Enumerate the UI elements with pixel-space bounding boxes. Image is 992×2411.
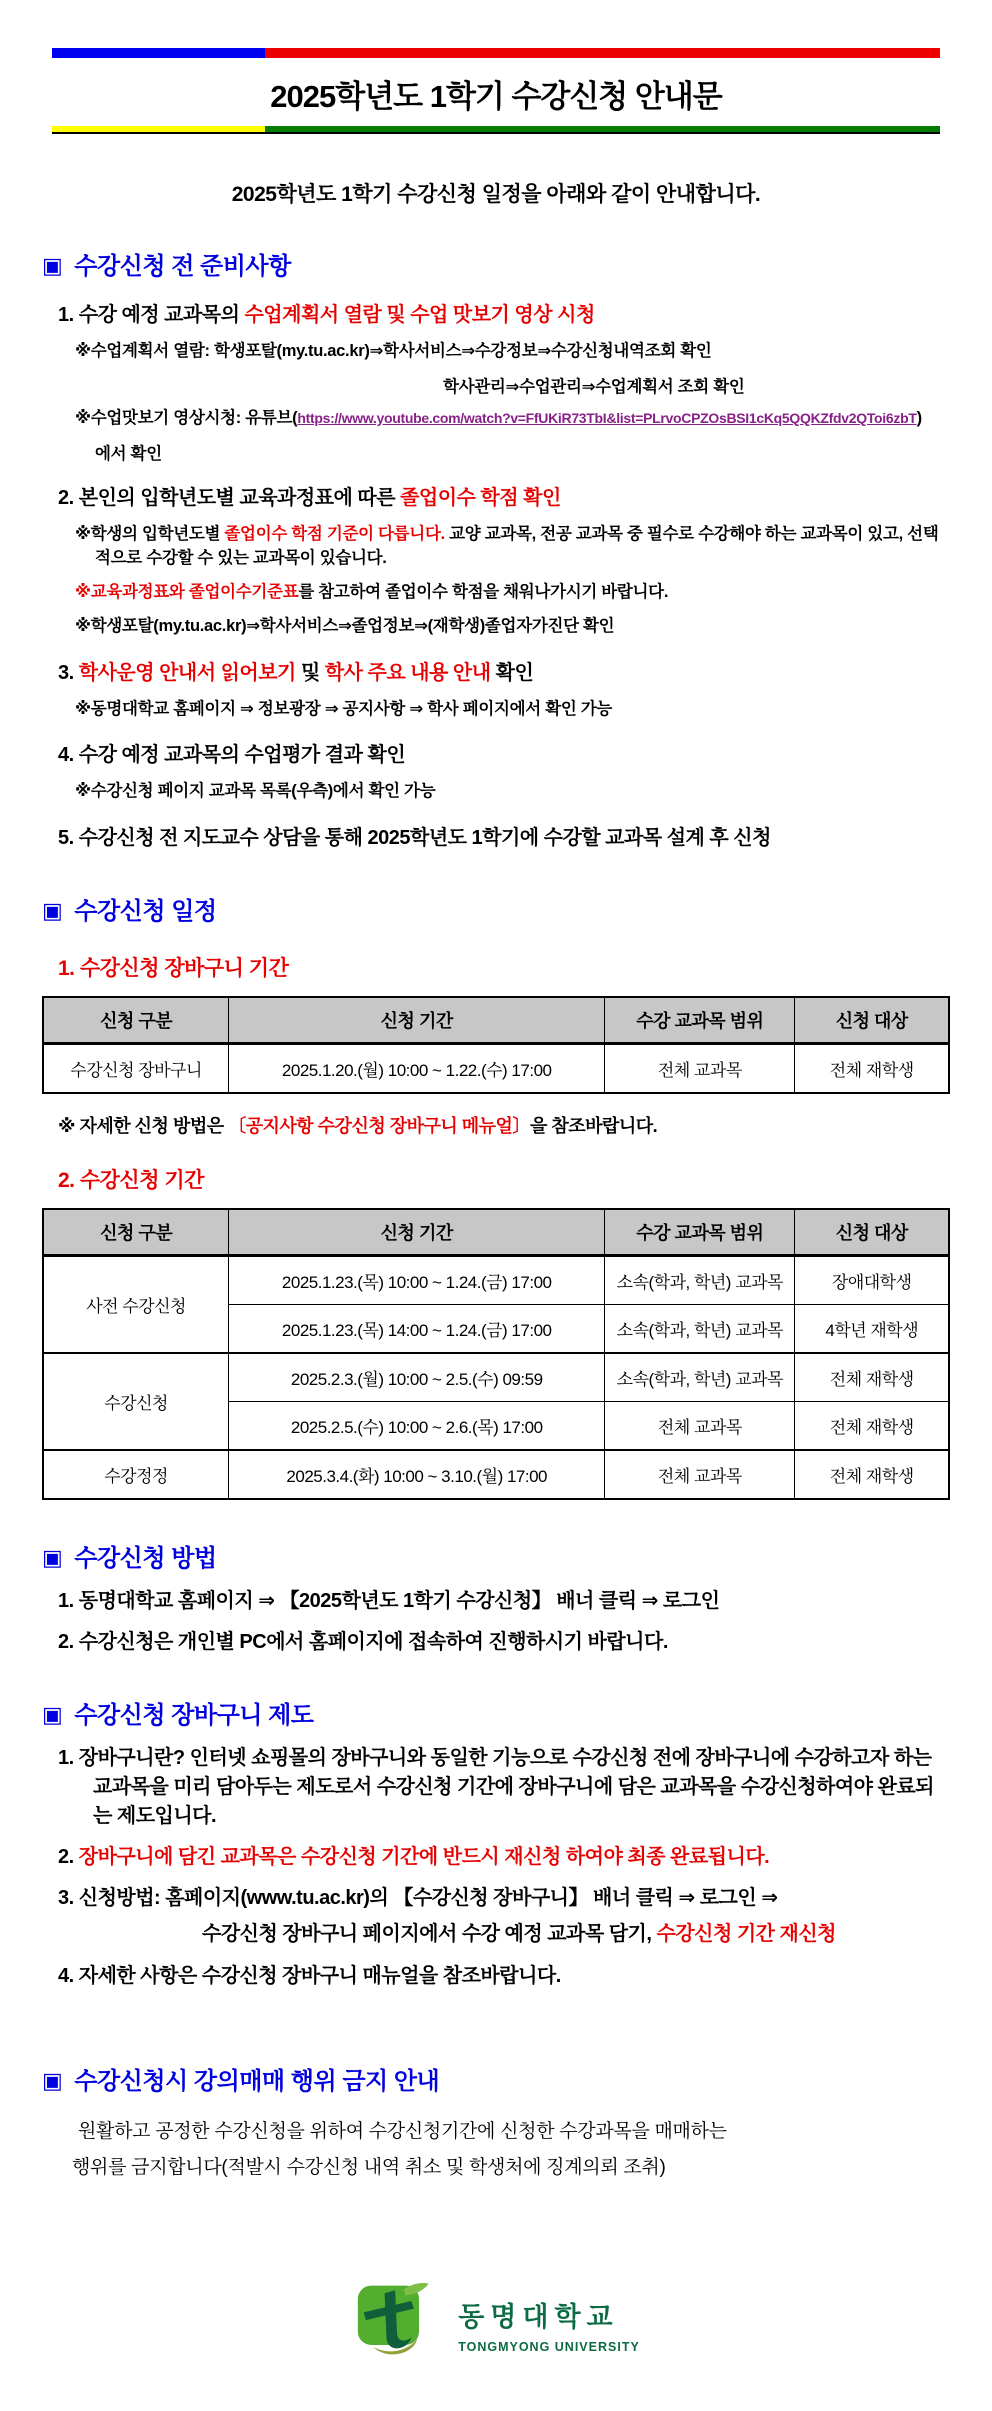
item-number: 5.	[58, 827, 74, 849]
table-cell: 2025.2.5.(수) 10:00 ~ 2.6.(목) 17:00	[229, 1402, 605, 1451]
university-logo	[42, 2278, 950, 2371]
section-prep-title: 수강신청 전 준비사항	[74, 253, 291, 280]
title-underline-bar	[52, 126, 940, 134]
table-cell: 4학년 재학생	[795, 1305, 949, 1354]
table-header-cell: 신청 기간	[229, 1209, 605, 1256]
sub-text: 학생포탈(my.tu.ac.kr)⇒학사서비스⇒수강정보⇒수강신청내역조회 확인	[209, 342, 712, 360]
table-header-row	[43, 997, 949, 1044]
sub-text: )	[916, 408, 922, 427]
item-number: 4.	[58, 744, 74, 767]
table-row	[43, 1256, 949, 1305]
method-item-2	[42, 1628, 950, 1657]
item-number: 3.	[58, 1887, 74, 1909]
prep-item-1-sub-1-continued: 학사관리⇒수업관리⇒수업계획서 조회 확인	[443, 377, 745, 396]
item-number: 1.	[58, 1590, 74, 1612]
table-header-row	[43, 1209, 949, 1256]
item-number: 2.	[58, 1631, 74, 1653]
prep-item-5-text: 수강신청 전 지도교수 상담을 통해 2025학년도 1학기에 수강할 교과목 설계 후 신청	[73, 827, 771, 849]
section-prep-heading	[42, 246, 950, 281]
prep-item-2-highlight: 졸업이수 학점 확인	[400, 486, 561, 509]
prep-item-2	[42, 484, 950, 513]
section-marker-icon: ▣	[42, 1545, 63, 1570]
sub-highlight: ※교육과정표와 졸업이수기준표	[75, 583, 299, 601]
section-marker-icon: ▣	[42, 253, 63, 278]
section-ban-heading	[42, 2061, 950, 2096]
table-cell: 2025.1.23.(목) 14:00 ~ 1.24.(금) 17:00	[229, 1305, 605, 1354]
table-cell: 전체 교과목	[605, 1450, 795, 1499]
table-cell: 장애대학생	[795, 1256, 949, 1305]
basket-item-1	[42, 1744, 950, 1831]
basket-period-table	[42, 996, 950, 1094]
table-cell: 2025.1.23.(목) 10:00 ~ 1.24.(금) 17:00	[229, 1256, 605, 1305]
table-cell: 소속(학과, 학년) 교과목	[605, 1305, 795, 1354]
table-cell: 수강신청 장바구니	[43, 1044, 229, 1094]
section-method-heading	[42, 1538, 950, 1573]
basket-item-3	[42, 1884, 950, 1913]
section-basket-title: 수강신청 장바구니 제도	[74, 1702, 314, 1729]
schedule-part-1-title: 1. 수강신청 장바구니 기간	[58, 957, 289, 980]
prep-item-3-highlight: 학사운영 안내서 읽어보기	[73, 661, 296, 684]
basket-item-1-text: 인터넷 쇼핑몰의 장바구니와 동일한 기능으로 수강신청 전에 장바구니에 수강하고자 하는 교과목을 미리 담아두는 제도로서 수강신청 기간에 장바구니에 담은 교과목을 수강신청하여야 완료되는 제도입니다.	[93, 1747, 935, 1827]
schedule-part-2-title: 2. 수강신청 기간	[58, 1169, 204, 1192]
table-header-cell: 신청 대상	[795, 1209, 949, 1256]
sub-label: ※수업맛보기 영상시청:	[75, 408, 241, 427]
prep-item-3	[42, 659, 950, 688]
sub-text: ※학생의 입학년도별	[75, 524, 225, 543]
section-ban-title: 수강신청시 강의매매 행위 금지 안내	[74, 2068, 440, 2095]
note-highlight: 〔공지사항 수강신청 장바구니 메뉴얼〕	[228, 1116, 530, 1136]
table-cell: 소속(학과, 학년) 교과목	[605, 1353, 795, 1402]
bottom-bar-green-segment	[265, 126, 940, 132]
sub-highlight: 졸업이수 학점 기준이 다릅니다.	[224, 524, 445, 543]
page-title: 2025학년도 1학기 수강신청 안내문	[270, 79, 722, 114]
item-number: 2.	[58, 486, 74, 509]
row-group-label: 수강정정	[43, 1450, 229, 1499]
prep-item-3-text: 및	[295, 661, 325, 684]
table-cell: 2025.1.20.(월) 10:00 ~ 1.22.(수) 17:00	[229, 1044, 605, 1094]
section-schedule-heading	[42, 891, 950, 926]
item-number: 1.	[58, 1747, 74, 1769]
bottom-bar-yellow-segment	[52, 126, 265, 132]
table-row	[43, 1450, 949, 1499]
prep-item-3-highlight-2: 학사 주요 내용 안내	[324, 661, 491, 684]
youtube-link[interactable]: https://www.youtube.com/watch?v=FfUKiR73TbI&list=PLrvoCPZOsBSI1cKq5QQKZfdv2QToi6zbT	[297, 409, 917, 426]
table-header-cell: 신청 구분	[43, 1209, 229, 1256]
table-cell: 전체 재학생	[795, 1402, 949, 1451]
basket-item-2-highlight: 장바구니에 담긴 교과목은 수강신청 기간에 반드시 재신청 하여야 최종 완료됩니다.	[73, 1846, 770, 1868]
table-row	[43, 1353, 949, 1402]
row-group-label: 수강신청	[43, 1353, 229, 1450]
top-bar-red-segment	[265, 48, 940, 58]
prep-item-2-sub-2	[42, 580, 950, 605]
table-row	[43, 1044, 949, 1094]
item-number: 4.	[58, 1965, 74, 1987]
table-header-cell: 수강 교과목 범위	[605, 997, 795, 1044]
table-header-cell: 신청 대상	[795, 997, 949, 1044]
section-basket-heading	[42, 1695, 950, 1730]
method-item-2-text: 수강신청은 개인별 PC에서 홈페이지에 접속하여 진행하시기 바랍니다.	[73, 1631, 668, 1653]
basket-item-3-text: 신청방법: 홈페이지(www.tu.ac.kr)의 【수강신청 장바구니】 배너 클릭 ⇒ 로그인 ⇒	[73, 1887, 778, 1909]
section-marker-icon: ▣	[42, 898, 63, 923]
university-logo-text	[458, 2295, 640, 2354]
sub-text: 유튜브(	[240, 408, 298, 427]
basket-item-2	[42, 1843, 950, 1872]
item-number: 1.	[58, 304, 74, 326]
top-color-bar	[52, 48, 940, 58]
section-schedule-title: 수강신청 일정	[74, 898, 217, 925]
table-header-cell: 수강 교과목 범위	[605, 1209, 795, 1256]
item-number: 2.	[58, 1846, 74, 1868]
section-marker-icon: ▣	[42, 2068, 63, 2093]
basket-item-4	[42, 1962, 950, 1991]
prep-item-4	[42, 741, 950, 770]
sub-text: 를 참고하여 졸업이수 학점을 채워나가시기 바랍니다.	[298, 583, 669, 601]
university-name-korean: 동명대학교	[458, 2302, 619, 2333]
note-text: ※ 자세한 신청 방법은	[58, 1116, 229, 1136]
prep-item-3-text-2: 확인	[490, 661, 534, 684]
prep-item-1-highlight: 수업계획서 열람 및 수업 맛보기 영상 시청	[244, 304, 595, 326]
prep-item-1-sub-2-continued: 에서 확인	[95, 444, 162, 463]
basket-item-3-cont-text: 수강신청 장바구니 페이지에서 수강 예정 교과목 담기,	[202, 1923, 657, 1945]
intro-text: 2025학년도 1학기 수강신청 일정을 아래와 같이 안내합니다.	[231, 183, 761, 206]
method-item-1-text: 동명대학교 홈페이지 ⇒ 【2025학년도 1학기 수강신청】 배너 클릭 ⇒ 로그인	[73, 1590, 720, 1612]
table-cell: 전체 교과목	[605, 1044, 795, 1094]
section-marker-icon: ▣	[42, 1702, 63, 1727]
sub-label: ※수업계획서 열람:	[75, 342, 210, 360]
table-cell: 전체 재학생	[795, 1450, 949, 1499]
table-cell: 2025.3.4.(화) 10:00 ~ 3.10.(월) 17:00	[229, 1450, 605, 1499]
prep-item-4-text: 수강 예정 교과목의 수업평가 결과 확인	[73, 744, 406, 767]
table-cell: 전체 재학생	[795, 1353, 949, 1402]
table-header-cell: 신청 구분	[43, 997, 229, 1044]
sub-text: 교양 교과목, 전공 교과목 중 필수로 수강해야 하는 교과목이 있고, 선택적으로 수강할 수 있는 교과목이 있습니다.	[95, 524, 939, 568]
prep-item-2-text: 본인의 입학년도별 교육과정표에 따른	[73, 486, 401, 509]
basket-table-note	[42, 1112, 950, 1138]
prep-item-2-sub-1	[42, 522, 950, 572]
basket-item-3-continued	[42, 1919, 950, 1950]
prep-item-1-sub-2	[42, 406, 950, 431]
university-name-english: TONGMYONG UNIVERSITY	[458, 2340, 640, 2355]
table-cell: 소속(학과, 학년) 교과목	[605, 1256, 795, 1305]
prep-item-1	[42, 301, 950, 330]
registration-period-table	[42, 1208, 950, 1500]
basket-item-4-text: 자세한 사항은 수강신청 장바구니 매뉴얼을 참조바랍니다.	[73, 1965, 561, 1987]
university-logo-icon	[352, 2278, 444, 2371]
prep-item-4-sub-1: ※수강신청 페이지 교과목 목록(우측)에서 확인 가능	[75, 782, 436, 801]
basket-item-3-cont-highlight: 수강신청 기간 재신청	[656, 1923, 836, 1945]
ban-line-2: 행위를 금지합니다(적발시 수강신청 내역 취소 및 학생처에 징계의뢰 조취)	[72, 2157, 666, 2179]
ban-paragraph	[42, 2114, 950, 2186]
ban-line-1: 원활하고 공정한 수강신청을 위하여 수강신청기간에 신청한 수강과목을 매매하는	[78, 2121, 727, 2142]
note-text: 을 참조바랍니다.	[529, 1116, 658, 1136]
prep-item-1-sub-1	[42, 339, 950, 364]
top-bar-blue-segment	[52, 48, 265, 58]
table-header-cell: 신청 기간	[229, 997, 605, 1044]
table-cell: 전체 교과목	[605, 1402, 795, 1451]
prep-item-1-text: 수강 예정 교과목의	[73, 304, 245, 326]
prep-item-5	[42, 824, 950, 853]
table-cell: 2025.2.3.(월) 10:00 ~ 2.5.(수) 09:59	[229, 1353, 605, 1402]
method-item-1	[42, 1587, 950, 1616]
prep-item-3-sub-1: ※동명대학교 홈페이지 ⇒ 정보광장 ⇒ 공지사항 ⇒ 학사 페이지에서 확인 가능	[75, 699, 613, 718]
row-group-label: 사전 수강신청	[43, 1256, 229, 1354]
section-method-title: 수강신청 방법	[74, 1545, 217, 1572]
item-number: 3.	[58, 661, 74, 684]
table-cell: 전체 재학생	[795, 1044, 949, 1094]
basket-item-1-label: 장바구니란?	[73, 1747, 185, 1769]
prep-item-2-sub-3: ※학생포탈(my.tu.ac.kr)⇒학사서비스⇒졸업정보⇒(재학생)졸업자가진단 확인	[75, 616, 615, 635]
